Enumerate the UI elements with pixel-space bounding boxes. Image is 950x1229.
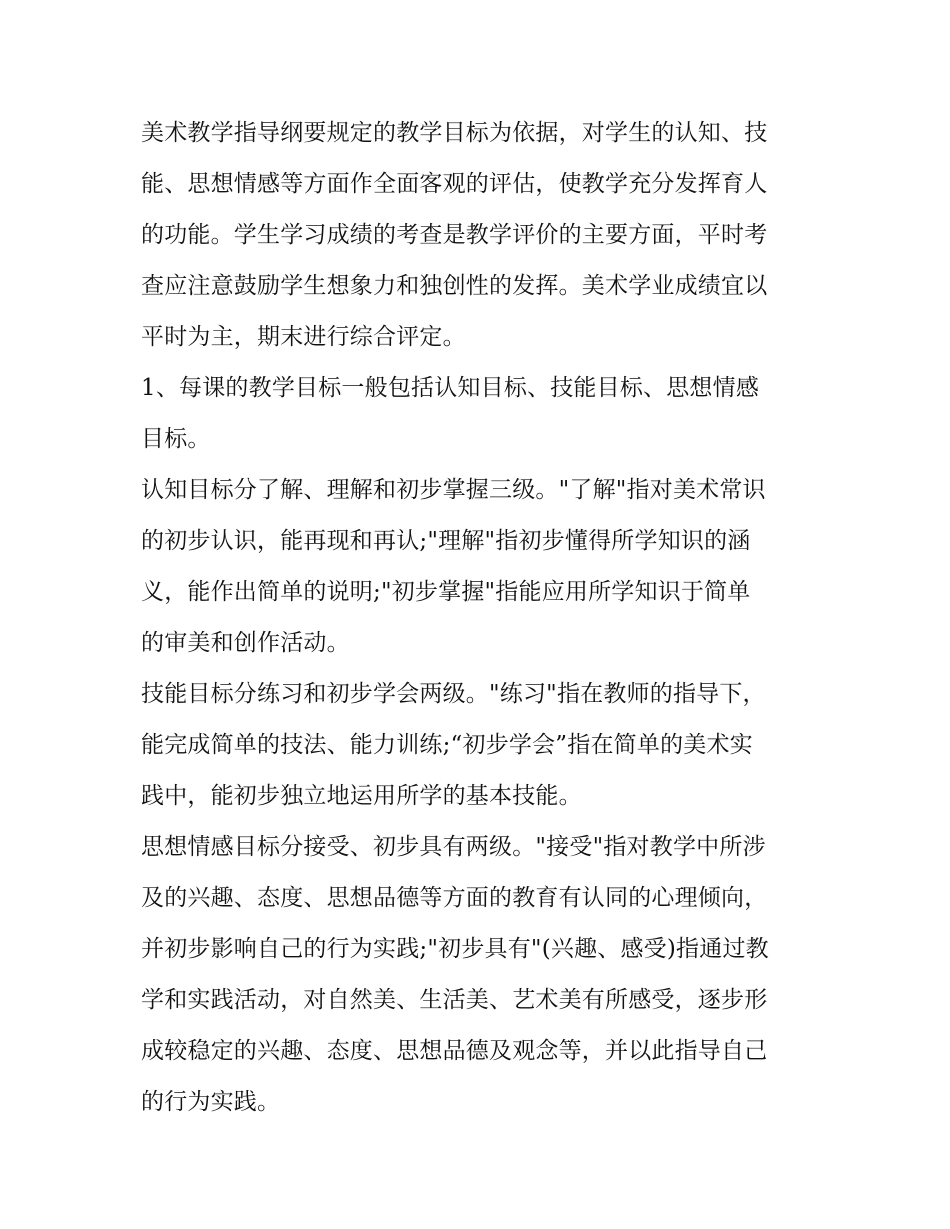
text-line: 平时为主，期末进行综合评定。 bbox=[141, 324, 466, 350]
text-line: 成较稳定的兴趣、态度、思想品德及观念等，并以此指导自己 bbox=[141, 1038, 768, 1064]
text-line: 的行为实践。 bbox=[141, 1089, 281, 1115]
text-line: 的审美和创作活动。 bbox=[141, 630, 350, 656]
text-line: 目标。 bbox=[141, 426, 211, 452]
text-line: 学和实践活动，对自然美、生活美、艺术美有所感受，逐步形 bbox=[141, 987, 768, 1013]
text-line: 能完成简单的技法、能力训练;“初步学会”指在简单的美术实 bbox=[141, 732, 753, 758]
text-line: 能、思想情感等方面作全面客观的评估，使教学充分发挥育人 bbox=[141, 171, 768, 197]
text-line: 查应注意鼓励学生想象力和独创性的发挥。美术学业成绩宜以 bbox=[141, 273, 768, 299]
document-body bbox=[141, 108, 821, 1128]
text-line: 并初步影响自己的行为实践;"初步具有"(兴趣、感受)指通过教 bbox=[141, 936, 769, 962]
text-line: 技能目标分练习和初步学会两级。"练习"指在教师的指导下， bbox=[141, 681, 766, 707]
text-line: 1、每课的教学目标一般包括认知目标、技能目标、思想情感 bbox=[141, 375, 760, 401]
text-line: 美术教学指导纲要规定的教学目标为依据，对学生的认知、技 bbox=[141, 120, 768, 146]
text-line: 践中，能初步独立地运用所学的基本技能。 bbox=[141, 783, 582, 809]
text-line: 义，能作出简单的说明;"初步掌握"指能应用所学知识于简单 bbox=[141, 579, 751, 605]
text-line: 的初步认识，能再现和再认;"理解"指初步懂得所学知识的涵 bbox=[141, 528, 751, 554]
text-line: 思想情感目标分接受、初步具有两级。"接受"指对教学中所涉 bbox=[141, 834, 766, 860]
text-line: 及的兴趣、态度、思想品德等方面的教育有认同的心理倾向， bbox=[141, 885, 768, 911]
text-line: 的功能。学生学习成绩的考查是教学评价的主要方面，平时考 bbox=[141, 222, 768, 248]
text-line: 认知目标分了解、理解和初步掌握三级。"了解"指对美术常识 bbox=[141, 477, 766, 503]
